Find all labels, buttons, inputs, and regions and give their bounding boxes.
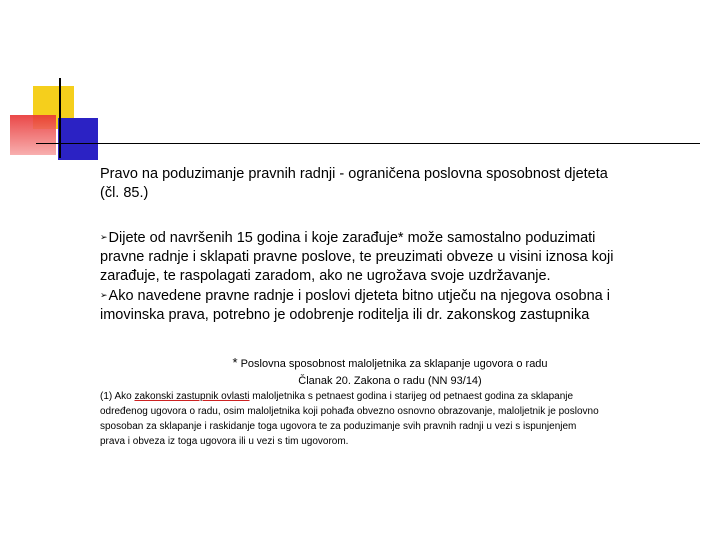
title-rest: - ograničena poslovna sposobnost djeteta: [335, 166, 608, 182]
bullet-list: [100, 228, 690, 325]
footnote-line-2: određenog ugovora o radu, osim maloljetnika koji pohađa obvezno osnovno obrazovanje, maloljetnik je poslovno: [100, 406, 599, 417]
footnote-line-3: sposoban za sklapanje i raskidanje toga ugovora te za poduzimanje svih pravnih radnji u vezi s ispunjenjem: [100, 421, 577, 432]
decor-horizontal-line: [36, 143, 700, 144]
slide-title: [100, 165, 690, 203]
decor-vertical-line: [59, 78, 61, 158]
footnote-heading-line-1: Poslovna sposobnost maloljetnika za sklapanje ugovora o radu: [237, 358, 548, 370]
arrow-bullet-icon: ➢: [100, 290, 108, 300]
bullet-1-line-3: zarađuje, te raspolagati zaradom, ako ne ugrožava svoje uzdržavanje.: [100, 268, 551, 284]
bullet-2-line-2: imovinska prava, potrebno je odobrenje roditelja ili dr. zakonskog zastupnika: [100, 307, 590, 323]
bullet-1: ➢Dijete od navršenih 15 godina i koje zarađuje* može samostalno poduzimati: [100, 230, 596, 246]
footnote-line-4: prava i obveza iz toga ugovora ili u vezi s tim ugovorom.: [100, 436, 349, 447]
footnote-body: [100, 389, 700, 449]
footnote-line-1: (1) Ako zakonski zastupnik ovlasti maloljetnika s petnaest godina i starijeg od petnaest godina za sklapanje: [100, 391, 574, 402]
footnote-heading-line-2: Članak 20. Zakona o radu (NN 93/14): [298, 375, 482, 387]
footnote-heading: [200, 354, 580, 390]
title-main: Pravo na poduzimanje pravnih radnji: [100, 166, 336, 182]
bullet-2: ➢Ako navedene pravne radnje i poslovi djeteta bitno utječu na njegova osobna i: [100, 288, 610, 304]
title-line2: (čl. 85.): [100, 185, 149, 201]
arrow-bullet-icon: ➢: [100, 232, 108, 242]
footnote-star: *: [232, 355, 238, 370]
bullet-1-line-2: pravne radnje i sklapati pravne poslove, te preuzimati obveze u visini iznosa koji: [100, 249, 614, 265]
decor-blue-square: [58, 118, 98, 160]
zakonski-zastupnik-link[interactable]: zakonski zastupnik ovlasti: [134, 391, 250, 402]
decor-red-square: [10, 115, 56, 155]
